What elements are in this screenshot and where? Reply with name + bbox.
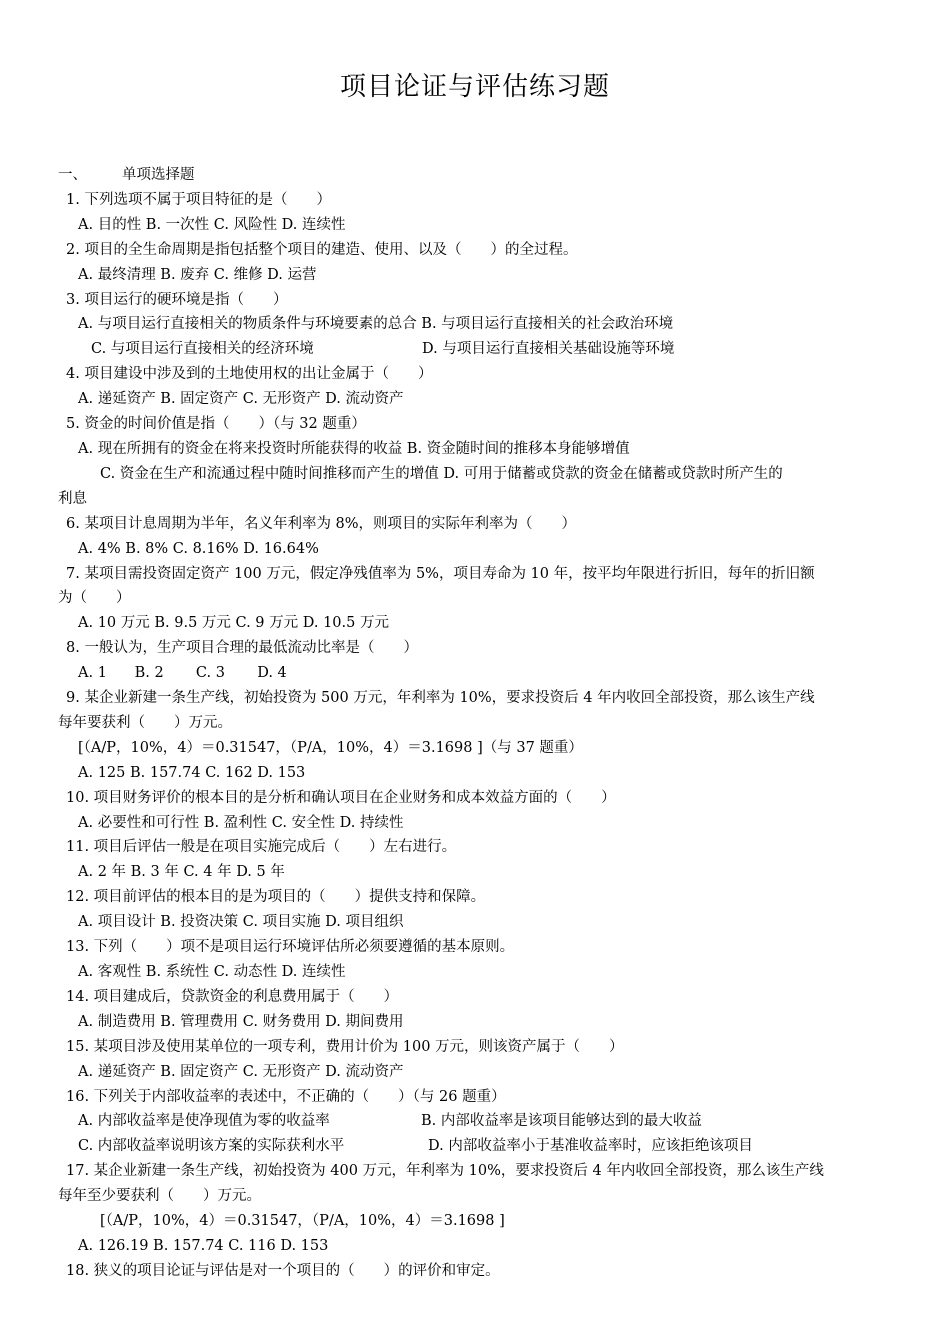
question-3-option-c: C. 与项目运行直接相关的经济环境	[91, 341, 314, 358]
question-7: 7. 某项目需投资固定资产 100 万元，假定净残值率为 5%，项目寿命为 10 年，按平均年限进行折旧，每年的折旧额	[66, 565, 815, 582]
document-title: 项目论证与评估练习题	[339, 72, 610, 102]
question-3-options-ab: A. 与项目运行直接相关的物质条件与环境要素的总合 B. 与项目运行直接相关的社会政治环境	[78, 316, 674, 333]
question-6: 6. 某项目计息周期为半年，名义年利率为 8%，则项目的实际年利率为（ ）	[66, 515, 577, 532]
question-17-continued: 每年至少要获利（ ）万元。	[58, 1188, 261, 1205]
question-5-options-cd-continued: 利息	[58, 490, 87, 507]
question-13: 13. 下列（ ）项不是项目运行环境评估所必须要遵循的基本原则。	[66, 939, 515, 956]
question-16-options-ab	[58, 1109, 898, 1134]
question-15-options: A. 递延资产 B. 固定资产 C. 无形资产 D. 流动资产	[78, 1063, 404, 1080]
question-8-options: A. 1 B. 2 C. 3 D. 4	[78, 665, 287, 682]
question-5: 5. 资金的时间价值是指（ ）（与 32 题重）	[66, 416, 366, 433]
question-1: 1. 下列选项不属于项目特征的是（ ）	[66, 191, 331, 208]
question-16-option-d: D. 内部收益率小于基准收益率时，应该拒绝该项目	[428, 1138, 753, 1155]
question-3: 3. 项目运行的硬环境是指（ ）	[66, 291, 288, 308]
question-12-options: A. 项目设计 B. 投资决策 C. 项目实施 D. 项目组织	[78, 914, 404, 931]
question-10: 10. 项目财务评价的根本目的是分析和确认项目在企业财务和成本效益方面的（ ）	[66, 789, 616, 806]
question-14: 14. 项目建成后，贷款资金的利息费用属于（ ）	[66, 988, 399, 1005]
question-17: 17. 某企业新建一条生产线，初始投资为 400 万元，年利率为 10%，要求投资后 4 年内收回全部投资，那么该生产线	[66, 1163, 824, 1180]
question-14-options: A. 制造费用 B. 管理费用 C. 财务费用 D. 期间费用	[78, 1013, 404, 1030]
section-label: 单项选择题	[122, 167, 195, 183]
question-17-options: A. 126.19 B. 157.74 C. 116 D. 153	[78, 1237, 329, 1254]
question-5-options-cd: C. 资金在生产和流通过程中随时间推移而产生的增值 D. 可用于储蓄或贷款的资金在储蓄或贷款时所产生的	[100, 465, 783, 482]
question-7-continued: 为（ ）	[58, 590, 131, 607]
question-15: 15. 某项目涉及使用某单位的一项专利，费用计价为 100 万元，则该资产属于（ ）	[66, 1038, 624, 1055]
question-1-options: A. 目的性 B. 一次性 C. 风险性 D. 连续性	[78, 216, 346, 233]
question-16-option-a: A. 内部收益率是使净现值为零的收益率	[78, 1113, 330, 1130]
question-16-option-c: C. 内部收益率说明该方案的实际获利水平	[78, 1138, 345, 1155]
question-2-options: A. 最终清理 B. 废弃 C. 维修 D. 运营	[78, 266, 317, 283]
question-3-options-cd	[58, 337, 898, 362]
question-16-options-cd	[58, 1134, 898, 1159]
question-18: 18. 狭义的项目论证与评估是对一个项目的（ ）的评价和审定。	[66, 1262, 500, 1279]
question-12: 12. 项目前评估的根本目的是为项目的（ ）提供支持和保障。	[66, 889, 486, 906]
question-7-options: A. 10 万元 B. 9.5 万元 C. 9 万元 D. 10.5 万元	[78, 615, 389, 632]
question-11-options: A. 2 年 B. 3 年 C. 4 年 D. 5 年	[78, 864, 285, 881]
question-9-options: A. 125 B. 157.74 C. 162 D. 153	[78, 764, 306, 781]
question-6-options: A. 4% B. 8% C. 8.16% D. 16.64%	[78, 540, 319, 557]
section-heading	[58, 163, 898, 188]
question-9-continued: 每年要获利（ ）万元。	[58, 714, 232, 731]
question-13-options: A. 客观性 B. 系统性 C. 动态性 D. 连续性	[78, 964, 346, 980]
question-5-options-ab: A. 现在所拥有的资金在将来投资时所能获得的收益 B. 资金随时间的推移本身能够增值	[78, 440, 630, 457]
question-2: 2. 项目的全生命周期是指包括整个项目的建造、使用、以及（ ）的全过程。	[66, 241, 578, 258]
question-8: 8. 一般认为，生产项目合理的最低流动比率是（ ）	[66, 640, 418, 657]
question-11: 11. 项目后评估一般是在项目实施完成后（ ）左右进行。	[66, 839, 457, 856]
question-4: 4. 项目建设中涉及到的土地使用权的出让金属于（ ）	[66, 366, 433, 383]
question-17-formula: [（A/P，10%，4）＝0.31547，（P/A，10%，4）＝3.1698 ]	[100, 1213, 505, 1230]
section-number: 一、	[58, 167, 87, 183]
question-16-option-b: B. 内部收益率是该项目能够达到的最大收益	[421, 1113, 702, 1130]
question-3-option-d: D. 与项目运行直接相关基础设施等环境	[422, 341, 675, 358]
question-9: 9. 某企业新建一条生产线，初始投资为 500 万元，年利率为 10%，要求投资后 4 年内收回全部投资，那么该生产线	[66, 690, 815, 707]
question-10-options: A. 必要性和可行性 B. 盈利性 C. 安全性 D. 持续性	[78, 814, 404, 831]
question-9-formula: [（A/P，10%，4）＝0.31547，（P/A，10%，4）＝3.1698 ]（与 37 题重）	[78, 739, 583, 756]
question-4-options: A. 递延资产 B. 固定资产 C. 无形资产 D. 流动资产	[78, 391, 404, 408]
question-16: 16. 下列关于内部收益率的表述中，不正确的（ ）（与 26 题重）	[66, 1088, 506, 1105]
question-list	[58, 163, 898, 1284]
